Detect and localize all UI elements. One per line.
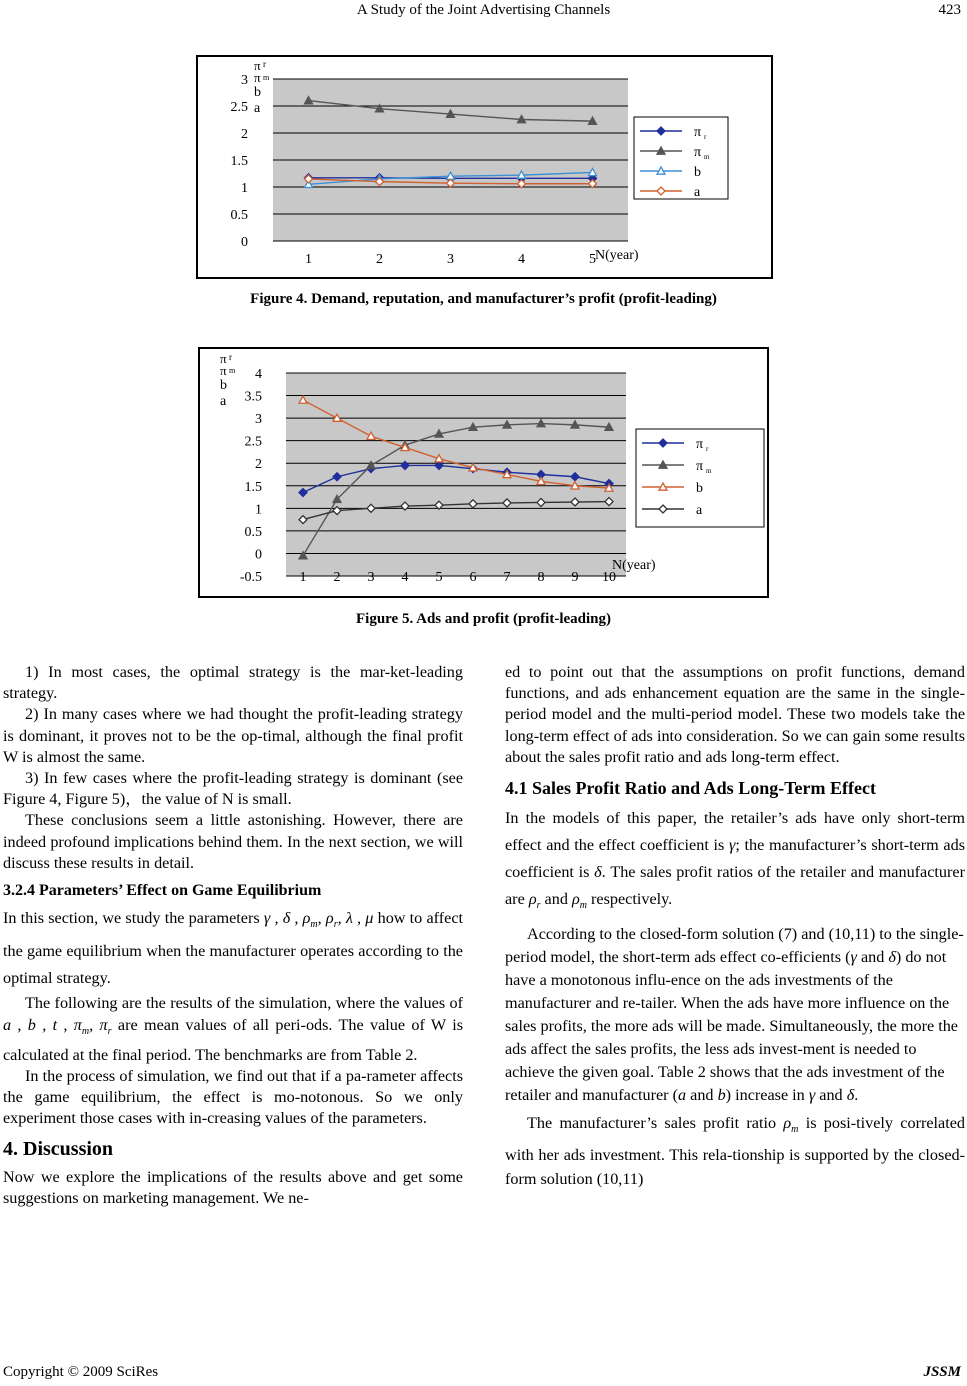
math-symbol: δ	[846, 1086, 855, 1105]
text: ; the manufacturer’s short-term ads coefficient is	[505, 836, 965, 882]
figure-5	[198, 347, 769, 598]
math-symbol: ρ	[528, 890, 537, 909]
fig5-y-axis-label: r	[229, 352, 232, 362]
section-heading-3-2-4: 3.2.4 Parameters’ Effect on Game Equilibrium	[3, 882, 322, 900]
math-symbol: δ	[594, 863, 602, 882]
fig4-x-tick-label: 3	[447, 252, 454, 267]
fig5-y-tick-label: 2	[255, 457, 262, 473]
paragraph: In this section, we study the parameters γ , δ , $\rho_m$, $\rho_r$, λ , μ how to affect the game equilibrium when the manufacturer operates according to the optimal strategy.	[3, 909, 464, 988]
fig5-x-tick-label: 10	[602, 570, 616, 585]
text: and	[860, 948, 885, 967]
fig4-x-tick-label: 5	[589, 252, 596, 267]
text: The manufacturer’s sales profit ratio	[527, 1114, 777, 1133]
left-column	[3, 662, 463, 1209]
fig4-y-tick-label: 2.5	[230, 100, 248, 115]
figure-4-chart	[198, 57, 771, 277]
fig4-y-axis-label: a	[254, 101, 261, 116]
text: is posi-tively correlated with her ads investment. This rela-tionship is supported by the closed-form solution (10,11)	[505, 1114, 966, 1188]
paragraph	[3, 992, 463, 1065]
paragraph: Now we explore the implications of the results above and get some suggestions on marketing management. We ne-	[3, 1167, 463, 1207]
fig4-x-tick-label: 4	[518, 252, 525, 267]
fig5-x-tick-label: 5	[435, 570, 443, 585]
paragraph: In the process of simulation, we find out that if a pa-rameter affects the game equilibrium, the effect is mo-notonous. So we only experiment those cases with in-creasing values of the parameters.	[3, 1066, 463, 1128]
fig5-legend-label: π	[696, 459, 704, 474]
math-symbol: γ	[728, 836, 736, 855]
fig5-y-axis-label: π	[220, 363, 227, 378]
math-symbol: b	[717, 1086, 726, 1105]
fig4-legend-subscript: m	[704, 153, 710, 161]
fig5-x-tick-label: 7	[503, 570, 511, 585]
fig5-x-tick-label: 9	[571, 570, 579, 585]
fig4-y-axis-label: b	[254, 85, 261, 100]
text: In this section, we study the parameters	[3, 909, 260, 928]
fig5-y-axis-label: a	[220, 394, 227, 409]
fig4-legend-subscript: r	[704, 133, 707, 141]
figure-5-chart	[200, 349, 767, 596]
text: and	[819, 1086, 843, 1105]
fig5-legend-subscript: r	[706, 445, 709, 453]
text: According to the closed-form solution (7) and (10,11) to the single-period model, the short-term ads effect co-efficients (	[505, 925, 964, 967]
fig5-legend-label: π	[696, 437, 704, 452]
section-heading-4-1: 4.1 Sales Profit Ratio and Ads Long-Term Effect	[505, 778, 876, 799]
paragraph: According to the closed-form solution (7) and (10,11) to the single-period model, the short-term ads effect co-efficients (γ and δ) do not have a monotonous influ-ence on the ads investments of the manufacturer and re-tailer. When the ads have more influence on the sales profits, the more ads will be made. Simultaneously, the more the ads affect the sales profits, the less ads invest-ment is needed to achieve the given goal. Table 2 shows that the ads investment of the retailer and manufacturer (a and b) increase in γ and δ.	[505, 925, 964, 1105]
fig5-x-tick-label: 4	[401, 570, 409, 585]
right-column	[505, 662, 965, 1191]
math-subscript: m	[310, 919, 318, 931]
fig4-y-tick-label: 0.5	[230, 208, 248, 223]
fig4-y-tick-label: 1	[241, 181, 248, 196]
footer-journal: JSSM	[923, 1364, 961, 1380]
fig5-x-tick-label: 2	[333, 570, 341, 585]
math-symbols: ρ	[325, 909, 334, 928]
figure-5-caption: Figure 5. Ads and profit (profit-leading)	[355, 611, 612, 627]
fig4-legend-label: π	[694, 145, 702, 160]
fig5-y-axis-label: b	[220, 378, 227, 393]
paragraph: 1) In most cases, the optimal strategy is the mar-ket-leading strategy.	[3, 663, 463, 703]
fig4-legend-label: π	[694, 125, 702, 140]
math-subscript: m	[81, 1026, 90, 1038]
fig5-y-tick-label: 2.5	[244, 434, 262, 450]
paragraph	[505, 1111, 965, 1190]
math-symbols: , π	[89, 1016, 108, 1035]
fig4-x-tick-label: 1	[305, 252, 312, 267]
fig5-y-tick-label: 3.5	[244, 389, 262, 405]
fig4-y-axis-label: r	[263, 59, 266, 69]
fig5-y-tick-label: 1	[255, 502, 262, 518]
fig5-y-axis-label: π	[220, 351, 227, 366]
fig5-y-tick-label: -0.5	[239, 570, 262, 585]
math-subscript: r	[333, 919, 338, 931]
fig4-y-tick-label: 3	[241, 73, 248, 88]
math-subscript: m	[579, 900, 587, 912]
math-subscript: m	[791, 1124, 799, 1136]
fig5-y-axis-label: m	[229, 366, 236, 375]
text: and	[690, 1086, 714, 1105]
running-title: A Study of the Joint Advertising Channels	[356, 2, 611, 18]
paragraph	[505, 805, 965, 919]
math-symbol: ρ	[783, 1114, 792, 1133]
fig5-x-tick-label: 3	[367, 570, 375, 585]
text: respectively.	[591, 890, 673, 909]
fig5-y-tick-label: 1.5	[244, 479, 262, 495]
text: ) do not have a monotonous influ-ence on the ads investments of the manufacturer and re-tailer. When the ads have more influence on the sales profits, the more ads will be made. Simultaneously, the more the ads affect the sales profits, the less ads invest-ment is needed to achieve the given goal. Table 2 shows that the ads investment of the retailer and manufacturer (	[505, 948, 958, 1105]
figure-4-caption: Figure 4. Demand, reputation, and manufacturer’s profit (profit-leading)	[250, 291, 717, 307]
fig5-x-axis-label: N(year)	[612, 558, 656, 573]
fig4-legend-label: a	[694, 185, 701, 200]
math-symbol: ρ	[571, 890, 580, 909]
math-symbol: a	[678, 1086, 687, 1105]
text: In the models of this paper, the retailer’s ads have only short-term effect and the effect coefficient is	[505, 809, 965, 855]
fig5-y-tick-label: 0.5	[244, 524, 262, 540]
fig4-y-axis-label: π	[254, 70, 261, 85]
fig5-x-tick-label: 1	[299, 570, 307, 585]
math-symbols: γ , δ , ρ	[263, 909, 311, 928]
math-symbols: , λ , μ	[337, 909, 374, 928]
fig5-x-tick-label: 8	[537, 570, 545, 585]
math-symbols: a , b , t , π	[3, 1016, 82, 1035]
text: ) increase in	[725, 1086, 805, 1105]
fig5-y-tick-label: 0	[255, 547, 262, 563]
paragraph: 2) In many cases where we had thought the profit-leading strategy is dominant, it proves not to be the op-timal, although the final profit W is almost the same.	[3, 705, 463, 766]
math-symbol: γ	[808, 1086, 816, 1105]
fig5-legend-subscript: m	[706, 467, 712, 475]
paragraph: ed to point out that the assumptions on profit functions, demand functions, and ads enhancement equation are the same in the single-period model and the multi-period model. These two models take the long-term effect of ads into consideration. So we can gain some results about the sales profit ratio and ads long-term effect.	[505, 663, 965, 766]
fig4-legend-label: b	[694, 165, 701, 180]
text: The following are the results of the simulation, where the values of	[25, 994, 463, 1013]
paragraph: 3) In few cases where the profit-leading strategy is dominant (see Figure 4, Figure 5)，the value of N is small.	[3, 769, 463, 809]
fig5-x-tick-label: 6	[469, 570, 477, 585]
section-heading-4: 4. Discussion	[3, 1138, 114, 1161]
fig4-y-axis-label: m	[263, 73, 270, 82]
fig4-x-tick-label: 2	[376, 252, 383, 267]
math-subscript: r	[536, 900, 541, 912]
fig4-legend-box	[634, 117, 728, 199]
fig5-y-tick-label: 4	[255, 367, 262, 382]
fig4-y-tick-label: 0	[241, 235, 248, 250]
paragraph: These conclusions seem a little astonishing. However, there are indeed profound implications behind them. In the next section, we will discuss these results in detail.	[3, 811, 463, 872]
math-symbol: γ	[850, 948, 857, 967]
fig4-y-axis-label: π	[254, 58, 261, 73]
footer-copyright: Copyright © 2009 SciRes	[3, 1364, 159, 1380]
text: are mean values of all peri-ods. The value of W is calculated at the final period. The benchmarks are from Table 2.	[3, 1016, 464, 1064]
fig5-y-tick-label: 3	[255, 412, 262, 428]
text: and	[544, 890, 568, 909]
fig5-legend-label: a	[696, 503, 703, 518]
math-subscript: r	[107, 1026, 112, 1038]
text: . The sales profit ratios of the retailer and manufacturer are	[505, 863, 965, 909]
fig5-legend-label: b	[696, 481, 703, 496]
fig4-y-tick-label: 1.5	[230, 154, 248, 169]
text: how to affect the game equilibrium when the manufacturer operates according to the optimal strategy.	[3, 909, 464, 988]
fig4-y-tick-label: 2	[241, 127, 248, 142]
figure-4	[196, 55, 773, 279]
page-number: 423	[938, 2, 961, 18]
fig4-x-axis-label: N(year)	[595, 248, 639, 263]
math-symbol: δ	[888, 948, 896, 967]
